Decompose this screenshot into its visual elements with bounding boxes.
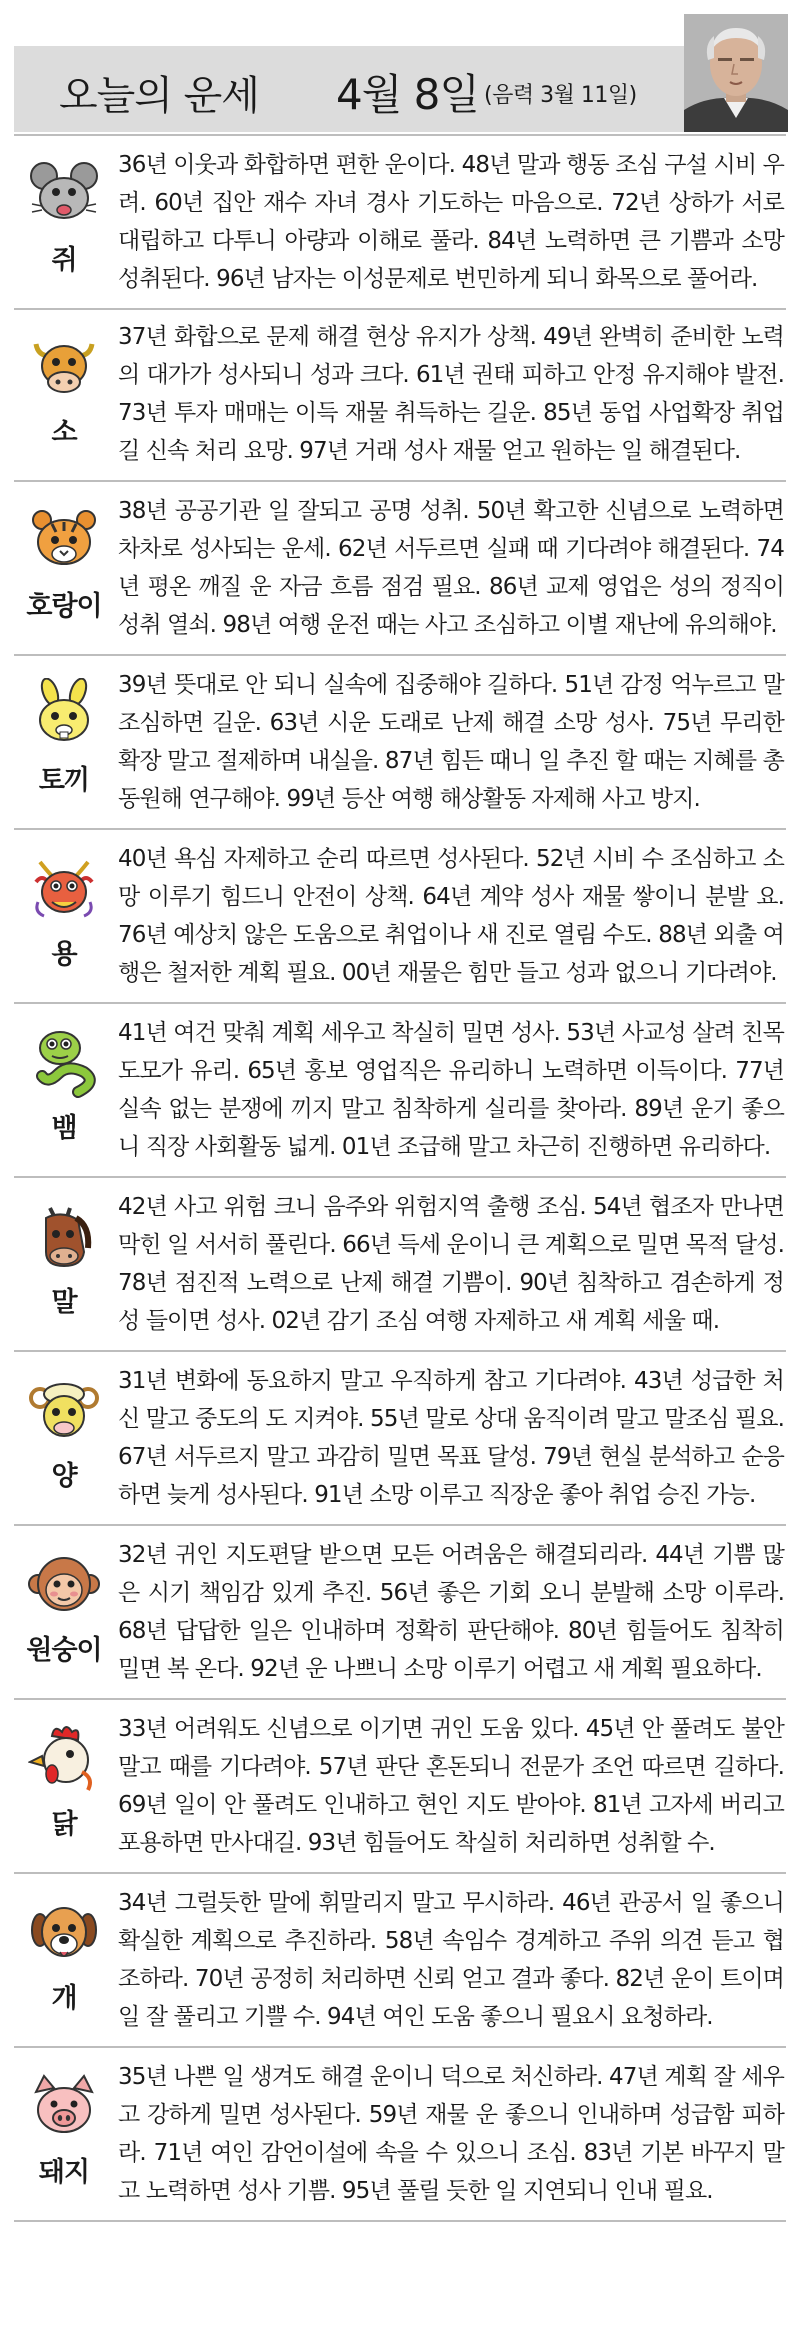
- page-title: 오늘의 운세: [59, 73, 259, 119]
- snake-icon: [28, 1026, 100, 1098]
- animal-name: 뱀: [51, 1113, 77, 1144]
- animal-name: 호랑이: [26, 591, 102, 622]
- fortune-entry-pig: [14, 2048, 786, 2222]
- fortune-entry-dragon: [14, 830, 786, 1004]
- fortune-text: 37년 화합으로 문제 해결 현상 유지가 상책. 49년 완벽히 준비한 노력의 대가가 성사되니 성과 크다. 61년 권태 피하고 안정 유지해야 발전. 73년 투자 매매는 이득 재물 취득하는 길운. 85년 동업 사업확장 취업 길 신속 처리 요망. 97년 거래 성사 재물 얻고 원하는 일 해결된다.: [118, 324, 784, 464]
- fortune-text: 40년 욕심 자제하고 순리 따르면 성사된다. 52년 시비 수 조심하고 소망 이루기 힘드니 안전이 상책. 64년 계약 성사 재물 쌓이니 분발 요. 76년 예상치 않은 도움으로 취업이나 새 진로 열림 수도. 88년 외출 여행은 철저한 계획 필요. 00년 재물은 힘만 들고 성과 없으니 기다려야.: [118, 846, 784, 986]
- lunar-date: (음력 3월 11일): [484, 83, 637, 108]
- fortune-entry-rat: [14, 134, 786, 310]
- animal-name: 원숭이: [26, 1635, 102, 1666]
- animal-name: 돼지: [38, 2157, 90, 2188]
- fortune-text: 38년 공공기관 일 잘되고 공명 성취. 50년 확고한 신념으로 노력하면 차차로 성사되는 운세. 62년 서두르면 실패 때 기다려야 해결된다. 74년 평온 깨질 운 자금 흐름 점검 필요. 86년 교제 영업은 성의 정직이 성취 열쇠. 98년 여행 운전 때는 사고 조심하고 이별 재난에 유의해야.: [118, 498, 784, 638]
- fortune-entry-snake: [14, 1004, 786, 1178]
- animal-name: 닭: [51, 1809, 77, 1840]
- fortune-text: 41년 여건 맞춰 계획 세우고 착실히 밀면 성사. 53년 사교성 살려 친목 도모가 유리. 65년 홍보 영업직은 유리하니 노력하면 이득이다. 77년 실속 없는 분쟁에 끼지 말고 침착하게 실리를 찾아라. 89년 운기 좋으니 직장 사회활동 넓게. 01년 조급해 말고 차근히 진행하면 유리하다.: [118, 1020, 784, 1160]
- rooster-icon: [28, 1722, 100, 1794]
- ox-icon: [28, 330, 100, 402]
- author-portrait: [684, 14, 788, 132]
- fortune-entry-ox: [14, 308, 786, 482]
- animal-name: 양: [51, 1461, 77, 1492]
- animal-name: 용: [51, 939, 77, 970]
- fortune-text: 32년 귀인 지도편달 받으면 모든 어려움은 해결되리라. 44년 기쁨 많은 시기 책임감 있게 추진. 56년 좋은 기회 오니 분발해 소망 이루라. 68년 답답한 일은 인내하며 정확히 판단해야. 80년 힘들어도 침착히 밀면 복 온다. 92년 운 나쁘니 소망 이루기 어렵고 새 계획 필요하다.: [118, 1542, 784, 1682]
- animal-name: 개: [51, 1983, 77, 2014]
- sheep-icon: [28, 1374, 100, 1446]
- animal-name: 소: [51, 417, 77, 448]
- fortune-entry-tiger: [14, 482, 786, 656]
- fortune-text: 31년 변화에 동요하지 말고 우직하게 참고 기다려야. 43년 성급한 처신 말고 중도의 도 지켜야. 55년 말로 상대 움직이려 말고 말조심 필요. 67년 서두르지 말고 과감히 밀면 목표 달성. 79년 현실 분석하고 순응하면 늦게 성사된다. 91년 소망 이루고 직장운 좋아 취업 승진 가능.: [118, 1368, 784, 1508]
- tiger-icon: [28, 504, 100, 576]
- animal-name: 말: [51, 1287, 77, 1318]
- animal-name: 쥐: [51, 245, 77, 276]
- solar-date: 4월 8일: [336, 70, 479, 119]
- rabbit-icon: [28, 678, 100, 750]
- fortune-text: 35년 나쁜 일 생겨도 해결 운이니 덕으로 처신하라. 47년 계획 잘 세우고 강하게 밀면 성사된다. 59년 재물 운 좋으니 인내하며 성급함 피하라. 71년 여인 감언이설에 속을 수 있으니 조심. 83년 기본 바꾸지 말고 노력하면 성사 기쁨. 95년 풀릴 듯한 일 지연되니 인내 필요.: [118, 2064, 784, 2204]
- fortune-text: 39년 뜻대로 안 되니 실속에 집중해야 길하다. 51년 감정 억누르고 말 조심하면 길운. 63년 시운 도래로 난제 해결 소망 성사. 75년 무리한 확장 말고 절제하며 내실을. 87년 힘든 때니 일 추진 할 때는 지혜를 총동원해 연구해야. 99년 등산 여행 해상활동 자제해 사고 방지.: [118, 672, 784, 812]
- fortune-entry-horse: [14, 1178, 786, 1352]
- header-banner: [14, 46, 786, 132]
- fortune-entry-sheep: [14, 1352, 786, 1526]
- fortune-entry-dog: [14, 1874, 786, 2048]
- fortune-text: 33년 어려워도 신념으로 이기면 귀인 도움 있다. 45년 안 풀려도 불안 말고 때를 기다려야. 57년 판단 혼돈되니 전문가 조언 따르면 길하다. 69년 일이 안 풀려도 인내하고 현인 지도 받아야. 81년 고자세 버리고 포용하면 만사대길. 93년 힘들어도 착실히 처리하면 성취할 수.: [118, 1716, 784, 1856]
- rat-icon: [28, 158, 100, 230]
- fortune-entry-monkey: [14, 1526, 786, 1700]
- fortune-entry-rooster: [14, 1700, 786, 1874]
- fortune-entry-rabbit: [14, 656, 786, 830]
- monkey-icon: [28, 1548, 100, 1620]
- pig-icon: [28, 2070, 100, 2142]
- fortune-text: 42년 사고 위험 크니 음주와 위험지역 출행 조심. 54년 협조자 만나면 막힌 일 서서히 풀린다. 66년 득세 운이니 큰 계획으로 밀면 목적 달성. 78년 점진적 노력으로 난제 해결 기쁨이. 90년 침착하고 겸손하게 정성 들이면 성사. 02년 감기 조심 여행 자제하고 새 계획 세울 때.: [118, 1194, 784, 1334]
- fortune-text: 34년 그럴듯한 말에 휘말리지 말고 무시하라. 46년 관공서 일 좋으니 확실한 계획으로 추진하라. 58년 속임수 경계하고 주위 의견 듣고 협조하라. 70년 공정히 처리하면 신뢰 얻고 결과 좋다. 82년 운이 트이며 일 잘 풀리고 기쁠 수. 94년 여인 도움 좋으니 필요시 요청하라.: [118, 1890, 784, 2030]
- horse-icon: [28, 1200, 100, 1272]
- dragon-icon: [28, 852, 100, 924]
- fortune-text: 36년 이웃과 화합하면 편한 운이다. 48년 말과 행동 조심 구설 시비 우려. 60년 집안 재수 자녀 경사 기도하는 마음으로. 72년 상하가 서로 대립하고 다투니 아량과 이해로 풀라. 84년 노력하면 큰 기쁨과 소망 성취된다. 96년 남자는 이성문제로 번민하게 되니 화목으로 풀어라.: [118, 152, 784, 292]
- dog-icon: [28, 1896, 100, 1968]
- animal-name: 토끼: [38, 765, 90, 796]
